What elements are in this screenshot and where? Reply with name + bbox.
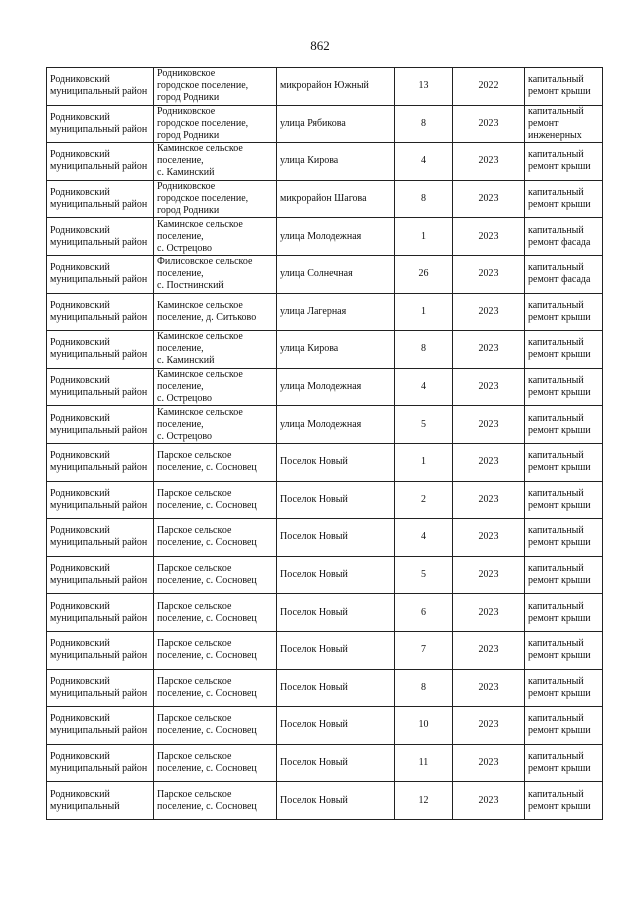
work-type-cell <box>525 255 603 293</box>
settlement-cell-text: Парское сельское поселение, с. Сосновец <box>157 713 257 737</box>
district-cell-text: Родниковский муниципальный район <box>50 713 148 737</box>
year-cell-text: 2023 <box>478 794 499 806</box>
house-number-cell-text: 7 <box>421 644 426 656</box>
district-cell-text: Родниковский муниципальный район <box>50 525 148 549</box>
street-cell <box>277 293 395 331</box>
work-type-cell-text: капитальный ремонт крыши <box>528 600 591 624</box>
work-type-cell <box>525 105 603 143</box>
district-cell <box>47 143 154 181</box>
house-number-cell-text: 8 <box>421 681 426 693</box>
house-number-cell-text: 26 <box>418 268 429 280</box>
street-cell <box>277 143 395 181</box>
year-cell <box>453 180 525 218</box>
settlement-cell-text: Парское сельское поселение, с. Сосновец <box>157 487 257 511</box>
work-type-cell <box>525 218 603 256</box>
work-type-cell <box>525 481 603 519</box>
table-row <box>47 105 603 143</box>
district-cell <box>47 255 154 293</box>
street-cell-text: Поселок Новый <box>280 719 348 731</box>
table-row <box>47 331 603 369</box>
year-cell <box>453 218 525 256</box>
repair-registry-table <box>46 67 603 820</box>
street-cell-text: Поселок Новый <box>280 644 348 656</box>
year-cell <box>453 406 525 444</box>
table-row <box>47 519 603 557</box>
settlement-cell-text: Каминское сельское поселение, с. Каминский <box>157 143 243 179</box>
district-cell-text: Родниковский муниципальный район <box>50 750 148 774</box>
year-cell-text: 2023 <box>478 456 499 468</box>
settlement-cell <box>154 255 277 293</box>
work-type-cell-text: капитальный ремонт крыши <box>528 337 591 361</box>
street-cell-text: Поселок Новый <box>280 681 348 693</box>
settlement-cell <box>154 143 277 181</box>
settlement-cell <box>154 669 277 707</box>
year-cell-text: 2023 <box>478 343 499 355</box>
street-cell-text: Поселок Новый <box>280 456 348 468</box>
settlement-cell <box>154 105 277 143</box>
house-number-cell-text: 1 <box>421 456 426 468</box>
district-cell-text: Родниковский муниципальный район <box>50 74 148 98</box>
settlement-cell <box>154 556 277 594</box>
house-number-cell <box>395 744 453 782</box>
settlement-cell-text: Каминское сельское поселение, д. Ситьково <box>157 299 257 323</box>
year-cell-text: 2023 <box>478 117 499 129</box>
settlement-cell-text: Каминское сельское поселение, с. Острецово <box>157 406 243 442</box>
work-type-cell <box>525 293 603 331</box>
year-cell <box>453 556 525 594</box>
street-cell-text: Поселок Новый <box>280 569 348 581</box>
year-cell-text: 2023 <box>478 644 499 656</box>
street-cell-text: Поселок Новый <box>280 606 348 618</box>
district-cell <box>47 218 154 256</box>
year-cell-text: 2023 <box>478 606 499 618</box>
street-cell <box>277 331 395 369</box>
street-cell <box>277 744 395 782</box>
work-type-cell-text: капитальный ремонт крыши <box>528 412 591 436</box>
district-cell-text: Родниковский муниципальный район <box>50 337 148 361</box>
district-cell-text: Родниковский муниципальный <box>50 788 120 812</box>
settlement-cell <box>154 594 277 632</box>
district-cell-text: Родниковский муниципальный район <box>50 262 148 286</box>
year-cell-text: 2023 <box>478 493 499 505</box>
district-cell <box>47 707 154 745</box>
street-cell <box>277 443 395 481</box>
table-row <box>47 255 603 293</box>
street-cell-text: улица Солнечная <box>280 268 353 280</box>
street-cell <box>277 519 395 557</box>
house-number-cell-text: 5 <box>421 418 426 430</box>
settlement-cell <box>154 519 277 557</box>
settlement-cell <box>154 744 277 782</box>
settlement-cell <box>154 180 277 218</box>
house-number-cell-text: 8 <box>421 117 426 129</box>
settlement-cell-text: Родниковское городское поселение, город Родники <box>157 68 249 104</box>
work-type-cell-text: капитальный ремонт фасада <box>528 262 591 286</box>
settlement-cell-text: Филисовское сельское поселение, с. Постнинский <box>157 256 253 292</box>
district-cell-text: Родниковский муниципальный район <box>50 638 148 662</box>
table-row <box>47 443 603 481</box>
settlement-cell <box>154 631 277 669</box>
house-number-cell <box>395 519 453 557</box>
street-cell <box>277 631 395 669</box>
district-cell-text: Родниковский муниципальный район <box>50 675 148 699</box>
settlement-cell-text: Парское сельское поселение, с. Сосновец <box>157 525 257 549</box>
street-cell <box>277 669 395 707</box>
district-cell-text: Родниковский муниципальный район <box>50 111 148 135</box>
year-cell <box>453 255 525 293</box>
work-type-cell-text: капитальный ремонт крыши <box>528 187 591 211</box>
district-cell <box>47 519 154 557</box>
table-row <box>47 180 603 218</box>
house-number-cell-text: 12 <box>418 794 429 806</box>
table-row <box>47 481 603 519</box>
settlement-cell-text: Парское сельское поселение, с. Сосновец <box>157 788 257 812</box>
street-cell-text: микрорайон Шагова <box>280 193 367 205</box>
street-cell <box>277 180 395 218</box>
district-cell <box>47 744 154 782</box>
district-cell-text: Родниковский муниципальный район <box>50 187 148 211</box>
work-type-cell <box>525 68 603 106</box>
house-number-cell <box>395 443 453 481</box>
house-number-cell-text: 13 <box>418 80 429 92</box>
page-number: 862 <box>310 38 330 53</box>
house-number-cell <box>395 68 453 106</box>
street-cell-text: улица Кирова <box>280 155 339 167</box>
settlement-cell-text: Парское сельское поселение, с. Сосновец <box>157 563 257 587</box>
settlement-cell-text: Парское сельское поселение, с. Сосновец <box>157 638 257 662</box>
year-cell-text: 2023 <box>478 381 499 393</box>
settlement-cell-text: Каминское сельское поселение, с. Острецово <box>157 218 243 254</box>
table-row <box>47 143 603 181</box>
work-type-cell-text: капитальный ремонт крыши <box>528 713 591 737</box>
table-row <box>47 707 603 745</box>
district-cell <box>47 631 154 669</box>
table-row <box>47 744 603 782</box>
district-cell <box>47 443 154 481</box>
house-number-cell-text: 4 <box>421 155 426 167</box>
street-cell <box>277 368 395 406</box>
street-cell-text: микрорайон Южный <box>280 80 369 92</box>
district-cell <box>47 594 154 632</box>
house-number-cell <box>395 105 453 143</box>
year-cell-text: 2023 <box>478 193 499 205</box>
street-cell-text: улица Лагерная <box>280 305 347 317</box>
work-type-cell <box>525 406 603 444</box>
table-body <box>47 68 603 820</box>
settlement-cell <box>154 443 277 481</box>
year-cell <box>453 293 525 331</box>
year-cell-text: 2022 <box>478 80 499 92</box>
work-type-cell-text: капитальный ремонт крыши <box>528 525 591 549</box>
year-cell-text: 2023 <box>478 155 499 167</box>
year-cell <box>453 331 525 369</box>
street-cell <box>277 594 395 632</box>
work-type-cell-text: капитальный ремонт крыши <box>528 675 591 699</box>
street-cell-text: улица Кирова <box>280 343 339 355</box>
year-cell-text: 2023 <box>478 305 499 317</box>
street-cell <box>277 105 395 143</box>
work-type-cell <box>525 631 603 669</box>
work-type-cell <box>525 707 603 745</box>
settlement-cell <box>154 368 277 406</box>
house-number-cell-text: 2 <box>421 493 426 505</box>
work-type-cell <box>525 180 603 218</box>
street-cell-text: улица Молодежная <box>280 230 362 242</box>
settlement-cell <box>154 707 277 745</box>
work-type-cell-text: капитальный ремонт крыши <box>528 149 591 173</box>
district-cell <box>47 782 154 820</box>
house-number-cell <box>395 594 453 632</box>
house-number-cell <box>395 368 453 406</box>
year-cell <box>453 782 525 820</box>
street-cell-text: улица Молодежная <box>280 381 362 393</box>
year-cell <box>453 105 525 143</box>
year-cell-text: 2023 <box>478 268 499 280</box>
district-cell-text: Родниковский муниципальный район <box>50 224 148 248</box>
house-number-cell <box>395 669 453 707</box>
work-type-cell-text: капитальный ремонт крыши <box>528 750 591 774</box>
table-row <box>47 556 603 594</box>
house-number-cell-text: 4 <box>421 381 426 393</box>
year-cell <box>453 594 525 632</box>
table-row <box>47 68 603 106</box>
year-cell-text: 2023 <box>478 756 499 768</box>
settlement-cell-text: Родниковское городское поселение, город Родники <box>157 181 249 217</box>
district-cell <box>47 293 154 331</box>
settlement-cell <box>154 782 277 820</box>
year-cell <box>453 68 525 106</box>
work-type-cell-text: капитальный ремонт инженерных <box>528 105 584 141</box>
house-number-cell-text: 1 <box>421 230 426 242</box>
year-cell <box>453 443 525 481</box>
district-cell <box>47 68 154 106</box>
work-type-cell <box>525 556 603 594</box>
district-cell-text: Родниковский муниципальный район <box>50 375 148 399</box>
table-row <box>47 293 603 331</box>
year-cell <box>453 368 525 406</box>
table-row <box>47 406 603 444</box>
street-cell-text: Поселок Новый <box>280 531 348 543</box>
street-cell <box>277 68 395 106</box>
district-cell <box>47 556 154 594</box>
district-cell-text: Родниковский муниципальный район <box>50 563 148 587</box>
year-cell <box>453 631 525 669</box>
house-number-cell <box>395 255 453 293</box>
street-cell <box>277 255 395 293</box>
year-cell-text: 2023 <box>478 719 499 731</box>
house-number-cell <box>395 331 453 369</box>
district-cell <box>47 331 154 369</box>
settlement-cell-text: Парское сельское поселение, с. Сосновец <box>157 600 257 624</box>
house-number-cell <box>395 180 453 218</box>
work-type-cell <box>525 594 603 632</box>
house-number-cell <box>395 782 453 820</box>
house-number-cell-text: 6 <box>421 606 426 618</box>
house-number-cell-text: 4 <box>421 531 426 543</box>
work-type-cell-text: капитальный ремонт крыши <box>528 638 591 662</box>
district-cell <box>47 406 154 444</box>
work-type-cell-text: капитальный ремонт крыши <box>528 487 591 511</box>
street-cell <box>277 707 395 745</box>
work-type-cell <box>525 331 603 369</box>
street-cell <box>277 556 395 594</box>
settlement-cell <box>154 481 277 519</box>
settlement-cell-text: Парское сельское поселение, с. Сосновец <box>157 750 257 774</box>
work-type-cell-text: капитальный ремонт фасада <box>528 224 591 248</box>
work-type-cell <box>525 744 603 782</box>
house-number-cell-text: 10 <box>418 719 429 731</box>
settlement-cell-text: Родниковское городское поселение, город Родники <box>157 105 249 141</box>
work-type-cell-text: капитальный ремонт крыши <box>528 299 591 323</box>
house-number-cell-text: 11 <box>418 756 429 768</box>
settlement-cell-text: Каминское сельское поселение, с. Острецово <box>157 369 243 405</box>
year-cell <box>453 669 525 707</box>
district-cell <box>47 669 154 707</box>
work-type-cell <box>525 368 603 406</box>
table-row <box>47 669 603 707</box>
settlement-cell-text: Парское сельское поселение, с. Сосновец <box>157 675 257 699</box>
street-cell-text: улица Молодежная <box>280 418 362 430</box>
house-number-cell <box>395 406 453 444</box>
year-cell-text: 2023 <box>478 569 499 581</box>
settlement-cell-text: Каминское сельское поселение, с. Каминский <box>157 331 243 367</box>
settlement-cell-text: Парское сельское поселение, с. Сосновец <box>157 450 257 474</box>
year-cell <box>453 707 525 745</box>
work-type-cell <box>525 519 603 557</box>
house-number-cell <box>395 481 453 519</box>
work-type-cell-text: капитальный ремонт крыши <box>528 788 591 812</box>
street-cell-text: Поселок Новый <box>280 493 348 505</box>
settlement-cell <box>154 68 277 106</box>
year-cell <box>453 744 525 782</box>
year-cell <box>453 519 525 557</box>
year-cell <box>453 143 525 181</box>
district-cell-text: Родниковский муниципальный район <box>50 487 148 511</box>
table-row <box>47 594 603 632</box>
district-cell-text: Родниковский муниципальный район <box>50 299 148 323</box>
house-number-cell-text: 8 <box>421 343 426 355</box>
district-cell-text: Родниковский муниципальный район <box>50 412 148 436</box>
table-row <box>47 368 603 406</box>
table-row <box>47 218 603 256</box>
settlement-cell <box>154 406 277 444</box>
table-row <box>47 631 603 669</box>
street-cell-text: Поселок Новый <box>280 756 348 768</box>
district-cell <box>47 481 154 519</box>
settlement-cell <box>154 218 277 256</box>
settlement-cell <box>154 331 277 369</box>
year-cell-text: 2023 <box>478 230 499 242</box>
district-cell-text: Родниковский муниципальный район <box>50 450 148 474</box>
district-cell-text: Родниковский муниципальный район <box>50 600 148 624</box>
district-cell <box>47 180 154 218</box>
year-cell-text: 2023 <box>478 418 499 430</box>
district-cell <box>47 368 154 406</box>
house-number-cell-text: 1 <box>421 305 426 317</box>
house-number-cell <box>395 218 453 256</box>
work-type-cell <box>525 669 603 707</box>
work-type-cell <box>525 143 603 181</box>
year-cell-text: 2023 <box>478 681 499 693</box>
house-number-cell <box>395 293 453 331</box>
house-number-cell <box>395 631 453 669</box>
work-type-cell-text: капитальный ремонт крыши <box>528 375 591 399</box>
house-number-cell-text: 8 <box>421 193 426 205</box>
work-type-cell-text: капитальный ремонт крыши <box>528 450 591 474</box>
work-type-cell-text: капитальный ремонт крыши <box>528 74 591 98</box>
district-cell-text: Родниковский муниципальный район <box>50 149 148 173</box>
work-type-cell <box>525 782 603 820</box>
settlement-cell <box>154 293 277 331</box>
street-cell-text: улица Рябикова <box>280 117 346 129</box>
house-number-cell <box>395 556 453 594</box>
house-number-cell <box>395 143 453 181</box>
street-cell <box>277 782 395 820</box>
year-cell <box>453 481 525 519</box>
house-number-cell <box>395 707 453 745</box>
work-type-cell <box>525 443 603 481</box>
year-cell-text: 2023 <box>478 531 499 543</box>
district-cell <box>47 105 154 143</box>
work-type-cell-text: капитальный ремонт крыши <box>528 563 591 587</box>
house-number-cell-text: 5 <box>421 569 426 581</box>
street-cell <box>277 218 395 256</box>
street-cell <box>277 481 395 519</box>
street-cell <box>277 406 395 444</box>
table-row <box>47 782 603 820</box>
street-cell-text: Поселок Новый <box>280 794 348 806</box>
